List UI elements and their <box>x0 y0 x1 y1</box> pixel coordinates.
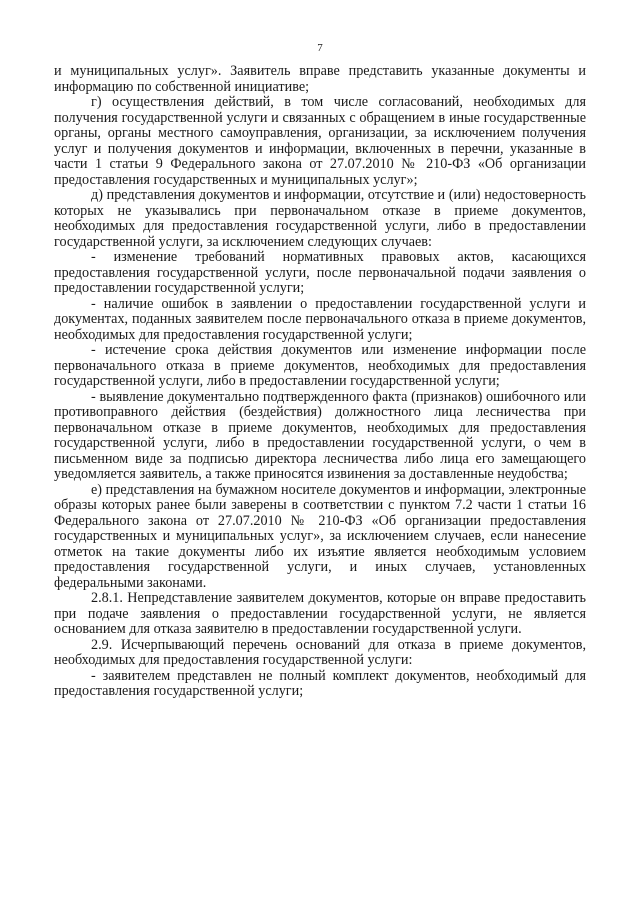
paragraph-item-g: г) осуществления действий, в том числе согласований, необходимых для получения государственной услуги и связанных с обращением в иные государственные органы, органы местного самоуправления, организации, за исключением получения услуг и получения документов и информации, включенных в перечни, указанные в части 1 статьи 9 Федерального закона от 27.07.2010 № 210-ФЗ «Об организации предоставления государственных и муниципальных услуг»; <box>54 94 586 188</box>
document-body <box>54 64 586 700</box>
page-number: 7 <box>317 42 323 54</box>
list-item-requirements-change: - изменение требований нормативных правовых актов, касающихся предоставления государственной услуги, после первоначальной подачи заявления о предоставлении государственной услуги; <box>54 249 586 296</box>
paragraph-item-e: е) представления на бумажном носителе документов и информации, электронные образы которых ранее были заверены в соответствии с пунктом 7.2 части 1 статьи 16 Федерального закона от 27.07.2010 № 210-ФЗ «Об организации предоставления государственных и муниципальных услуг», за исключением случаев, если нанесение отметок на такие документы либо их изъятие является необходимым условием предоставления государственной услуги, и иных случаев, установленных федеральными законами. <box>54 481 586 591</box>
list-item-unlawful-action: - выявление документально подтвержденного факта (признаков) ошибочного или противоправного действия (бездействия) должностного лица лесничества при первоначальном отказе в приеме документов, необходимых для предоставления государственной услуги, либо в предоставлении государственной услуги, о чем в письменном виде за подписью директора лесничества либо лица его замещающего уведомляется заявитель, а также приносятся извинения за доставленные неудобства; <box>54 388 586 482</box>
paragraph-continuation: и муниципальных услуг». Заявитель вправе представить указанные документы и информацию по собственной инициативе; <box>54 63 586 95</box>
paragraph-2-8-1: 2.8.1. Непредставление заявителем документов, которые он вправе предоставить при подаче заявления о предоставлении государственной услуги, не является основанием для отказа заявителю в предоставлении государственной услуги. <box>54 590 586 637</box>
paragraph-item-d: д) представления документов и информации, отсутствие и (или) недостоверность которых не указывались при первоначальном отказе в приеме документов, необходимых для предоставления государственной услуги, либо в предоставлении государственной услуги, за исключением следующих случаев: <box>54 187 586 250</box>
list-item-errors: - наличие ошибок в заявлении о предоставлении государственной услуги и документах, поданных заявителем после первоначального отказа в приеме документов, необходимых для предоставления государственной услуги; <box>54 295 586 343</box>
paragraph-2-9: 2.9. Исчерпывающий перечень оснований для отказа в приеме документов, необходимых для предоставления государственной услуги: <box>54 636 586 668</box>
list-item-expiry: - истечение срока действия документов или изменение информации после первоначального отказа в приеме документов, необходимых для предоставления государственной услуги, либо в предоставлении государственной услуги; <box>54 342 586 389</box>
list-item-incomplete-set: - заявителем представлен не полный комплект документов, необходимый для предоставления государственной услуги; <box>54 667 586 699</box>
